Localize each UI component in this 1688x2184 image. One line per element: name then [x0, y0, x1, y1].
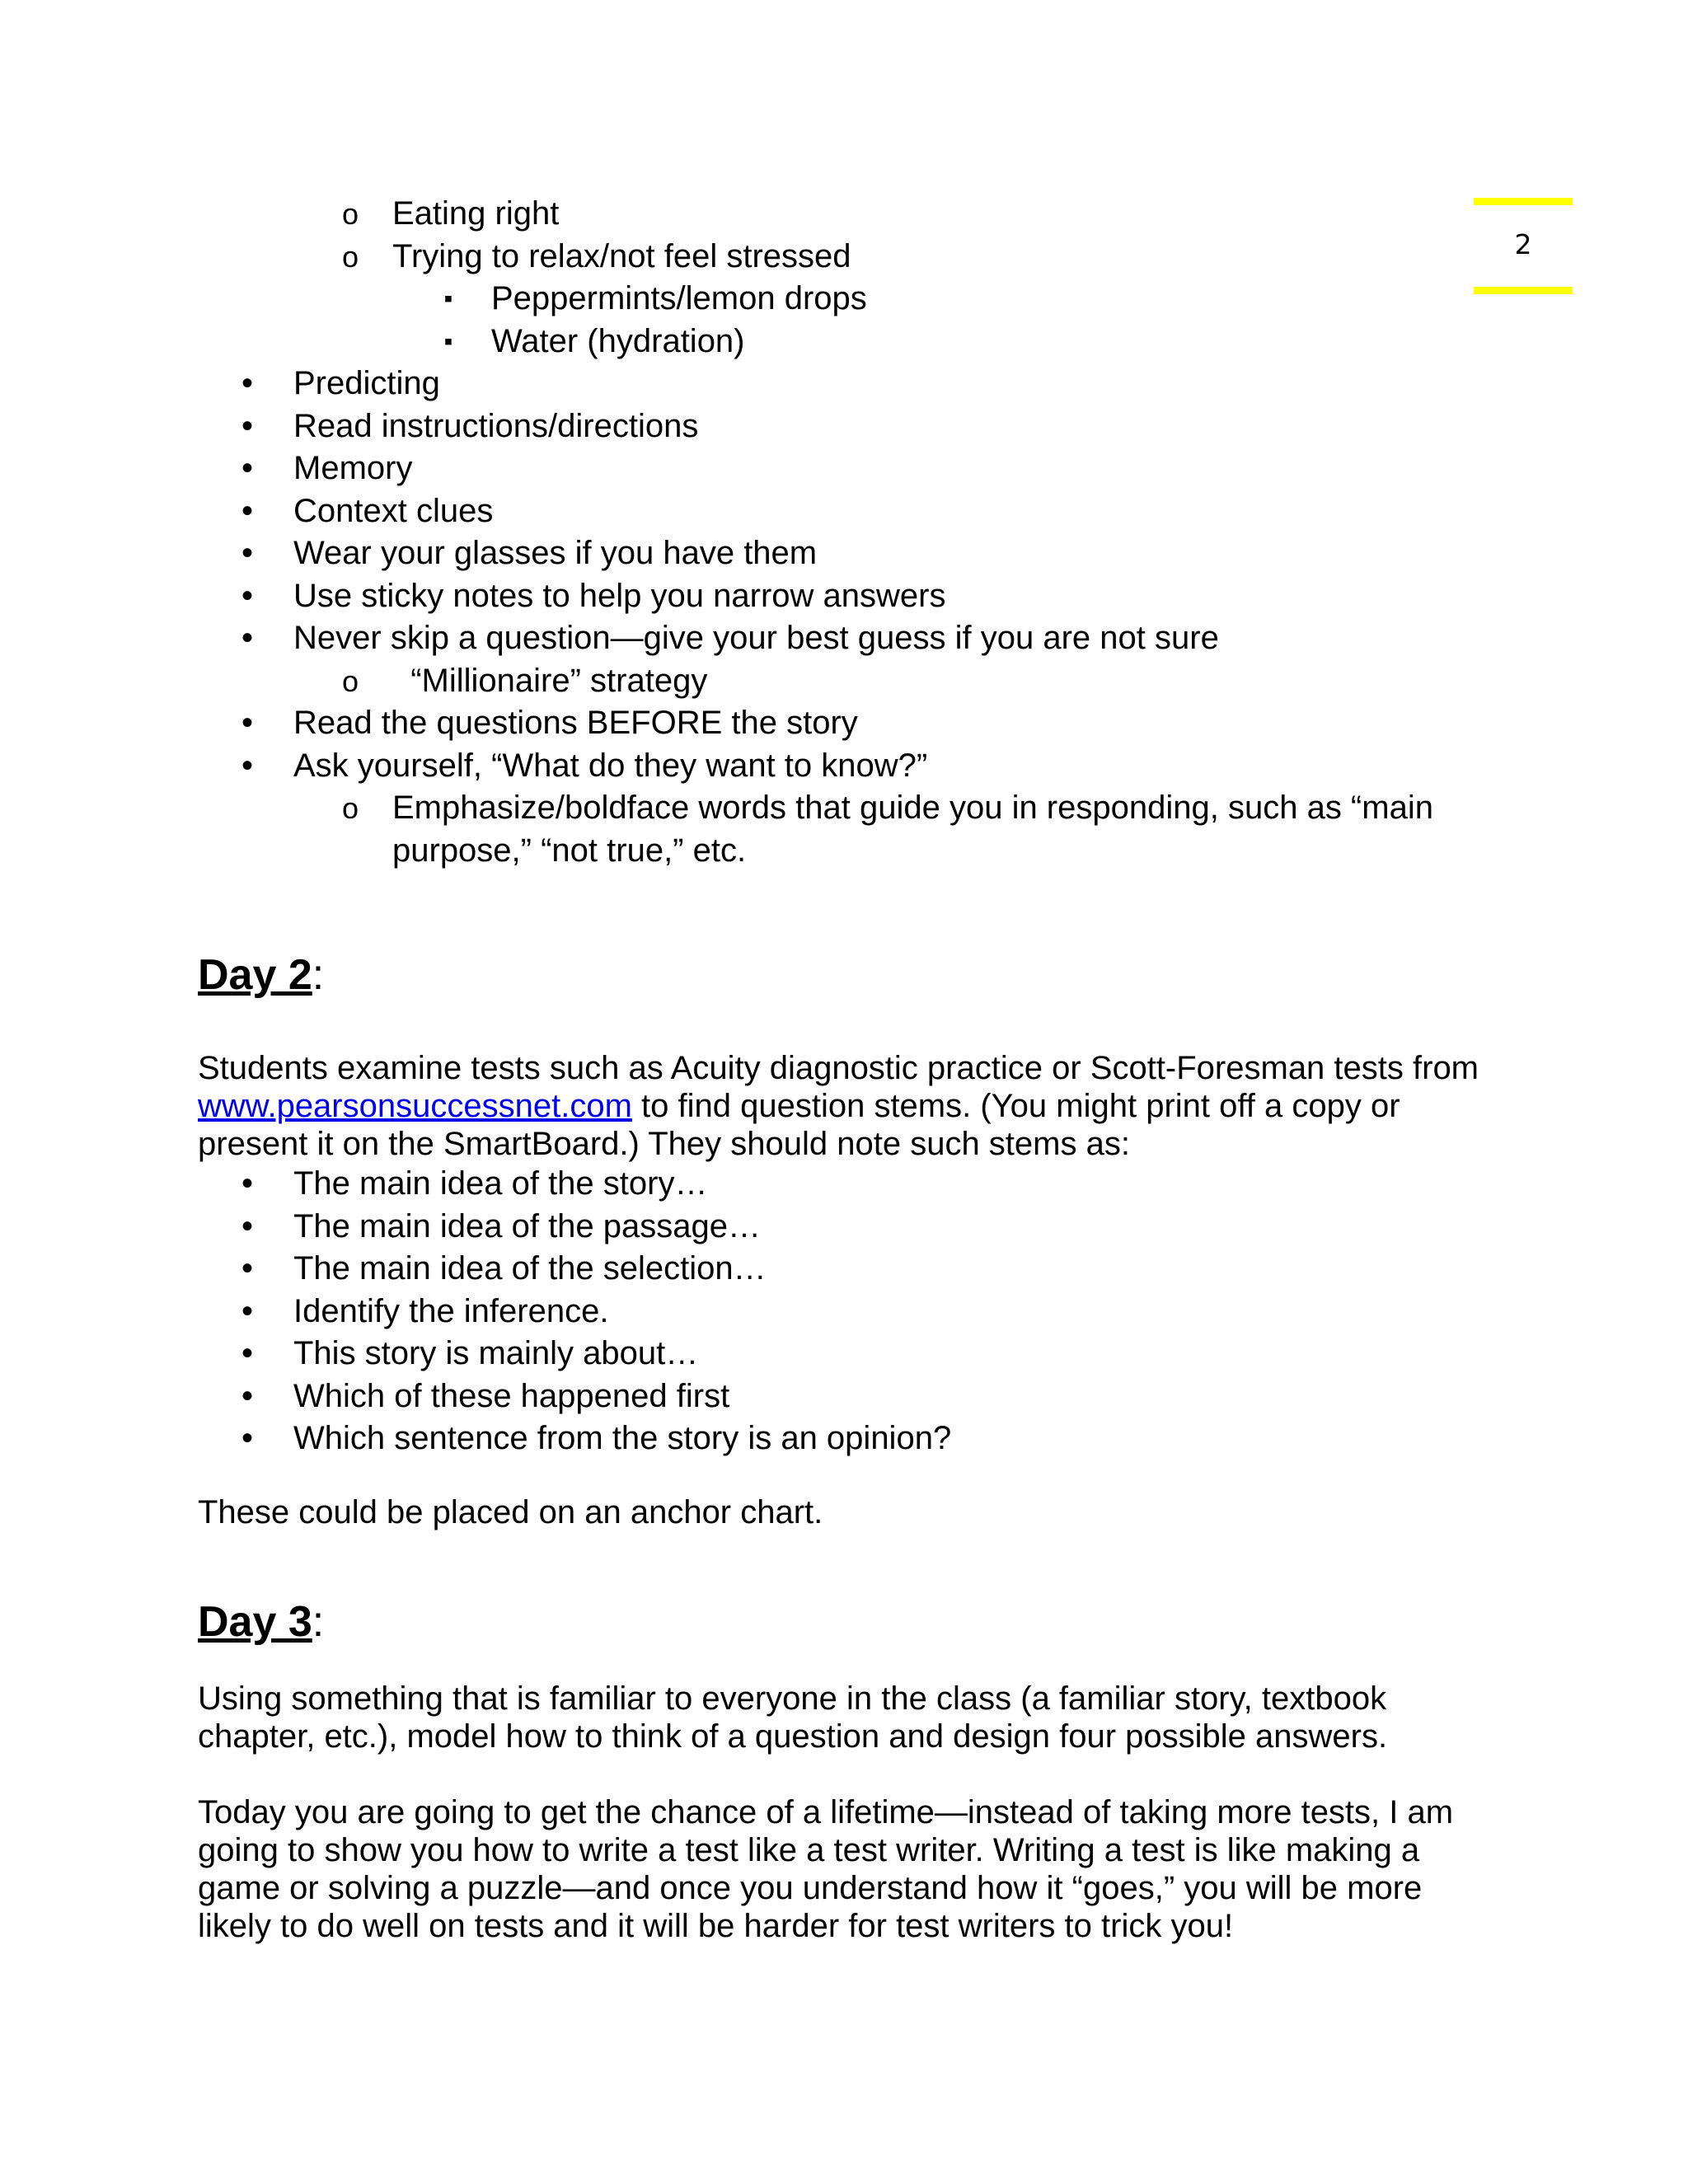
bullet-marker: ▪: [443, 285, 453, 312]
list-item: [198, 363, 1484, 405]
bullet-marker: •: [241, 492, 253, 529]
list-item-text: Never skip a question—give your best guess if you are not sure: [293, 620, 1219, 656]
list-item: [198, 193, 1484, 236]
list-item-text: Use sticky notes to help you narrow answers: [293, 577, 946, 614]
list-item-text: Read the questions BEFORE the story: [293, 705, 858, 741]
bullet-marker: o: [341, 791, 359, 825]
stem-item-text: Which sentence from the story is an opinion?: [293, 1420, 952, 1456]
list-item: [198, 405, 1484, 448]
list-item-text: Read instructions/directions: [293, 407, 699, 444]
list-item-emphasize-continued: [198, 830, 1484, 873]
day2-heading-colon: :: [312, 951, 325, 999]
bullet-marker: ▪: [443, 327, 453, 355]
list-item: [198, 575, 1484, 618]
bullet-marker: •: [241, 535, 253, 571]
list-item: [198, 617, 1484, 660]
stem-item: [198, 1418, 1484, 1460]
stem-item: [198, 1206, 1484, 1249]
day2-heading: [198, 950, 1484, 1000]
bullet-marker: o: [341, 197, 359, 231]
day2-intro-line1: Students examine tests such as Acuity diagnostic practice or Scott-Foresman tests from: [198, 1050, 1479, 1086]
list-item-emphasize: [198, 787, 1484, 830]
day3-heading: [198, 1597, 1484, 1647]
stem-item-text: The main idea of the passage…: [293, 1207, 762, 1244]
bullet-marker: •: [241, 1420, 253, 1456]
stem-item-text: Identify the inference.: [293, 1292, 609, 1329]
list-item: [198, 745, 1484, 788]
day3-paragraph-2: [198, 1793, 1484, 1945]
page-number-top-bar: [1474, 198, 1573, 205]
list-item: [198, 278, 1484, 321]
page-number: 2: [1514, 228, 1532, 260]
day3-p1-line1: Using something that is familiar to everyone in the class (a familiar story, textbook: [198, 1680, 1387, 1717]
list-item-text: Peppermints/lemon drops: [491, 280, 867, 316]
list-item-text: Water (hydration): [491, 322, 745, 359]
stem-item: [198, 1163, 1484, 1206]
list-item: [198, 321, 1484, 363]
list-item-text: Eating right: [392, 195, 560, 232]
list-item: [198, 660, 1484, 703]
list-item: [198, 532, 1484, 575]
list-item-text: Predicting: [293, 365, 440, 401]
page-number-bottom-bar: [1474, 287, 1573, 294]
list-item: [198, 236, 1484, 279]
stem-item-text: This story is mainly about…: [293, 1335, 699, 1371]
list-item-text: Wear your glasses if you have them: [293, 535, 818, 571]
list-item-text: Emphasize/boldface words that guide you in responding, such as “main: [392, 790, 1433, 826]
day2-intro-line2: [198, 1087, 1484, 1125]
list-item-text: Memory: [293, 450, 413, 486]
bullet-marker: •: [241, 1292, 253, 1329]
day2-heading-text: Day 2: [198, 951, 312, 999]
list-item-text: Context clues: [293, 492, 494, 529]
pearson-link[interactable]: www.pearsonsuccessnet.com: [198, 1088, 632, 1124]
bullet-marker: o: [341, 663, 359, 698]
bullet-marker: o: [341, 239, 359, 274]
bullet-marker: •: [241, 1250, 253, 1286]
list-item: [198, 490, 1484, 533]
stem-item: [198, 1248, 1484, 1291]
list-item-text: “Millionaire” strategy: [392, 662, 708, 699]
question-stems-list: [198, 1163, 1484, 1460]
day2-intro: [198, 1049, 1484, 1163]
stem-item: [198, 1333, 1484, 1376]
bullet-marker: •: [241, 1207, 253, 1244]
stem-item: [198, 1376, 1484, 1418]
day3-p2-line4: likely to do well on tests and it will be harder for test writers to trick you!: [198, 1907, 1234, 1944]
bullet-marker: •: [241, 705, 253, 741]
bullet-marker: •: [241, 1335, 253, 1371]
strategy-list: [198, 193, 1484, 787]
list-item-text: Ask yourself, “What do they want to know?”: [293, 747, 928, 784]
list-item-text-continued: purpose,” “not true,” etc.: [392, 832, 747, 869]
bullet-marker: •: [241, 1165, 253, 1202]
day2-closing: These could be placed on an anchor chart.: [198, 1493, 823, 1530]
day2-intro-line2-rest: to find question stems. (You might print off a copy or: [631, 1088, 1400, 1124]
day3-p1-line2: chapter, etc.), model how to think of a question and design four possible answers.: [198, 1718, 1388, 1755]
stem-item-text: The main idea of the selection…: [293, 1250, 767, 1286]
bullet-marker: •: [241, 407, 253, 444]
bullet-marker: •: [241, 365, 253, 401]
list-item: [198, 702, 1484, 745]
list-item-text: Trying to relax/not feel stressed: [392, 237, 851, 274]
day3-p2-line2: going to show you how to write a test like a test writer. Writing a test is like making a: [198, 1831, 1420, 1868]
day3-p2-line3: game or solving a puzzle—and once you understand how it “goes,” you will be more: [198, 1869, 1423, 1906]
bullet-marker: •: [241, 577, 253, 614]
day3-heading-colon: :: [312, 1597, 325, 1646]
stem-item: [198, 1291, 1484, 1333]
page-number-box: [1474, 198, 1573, 287]
day3-p2-line1: Today you are going to get the chance of a lifetime—instead of taking more tests, I am: [198, 1793, 1454, 1830]
bullet-marker: •: [241, 620, 253, 656]
stem-item-text: Which of these happened first: [293, 1377, 730, 1414]
list-item: [198, 448, 1484, 490]
stem-item-text: The main idea of the story…: [293, 1165, 708, 1202]
document-body: [198, 193, 1484, 1945]
bullet-marker: •: [241, 450, 253, 486]
day3-paragraph-1: [198, 1680, 1484, 1755]
day2-intro-line3: present it on the SmartBoard.) They should note such stems as:: [198, 1126, 1130, 1162]
bullet-marker: •: [241, 1377, 253, 1414]
day3-heading-text: Day 3: [198, 1597, 312, 1646]
bullet-marker: •: [241, 747, 253, 784]
